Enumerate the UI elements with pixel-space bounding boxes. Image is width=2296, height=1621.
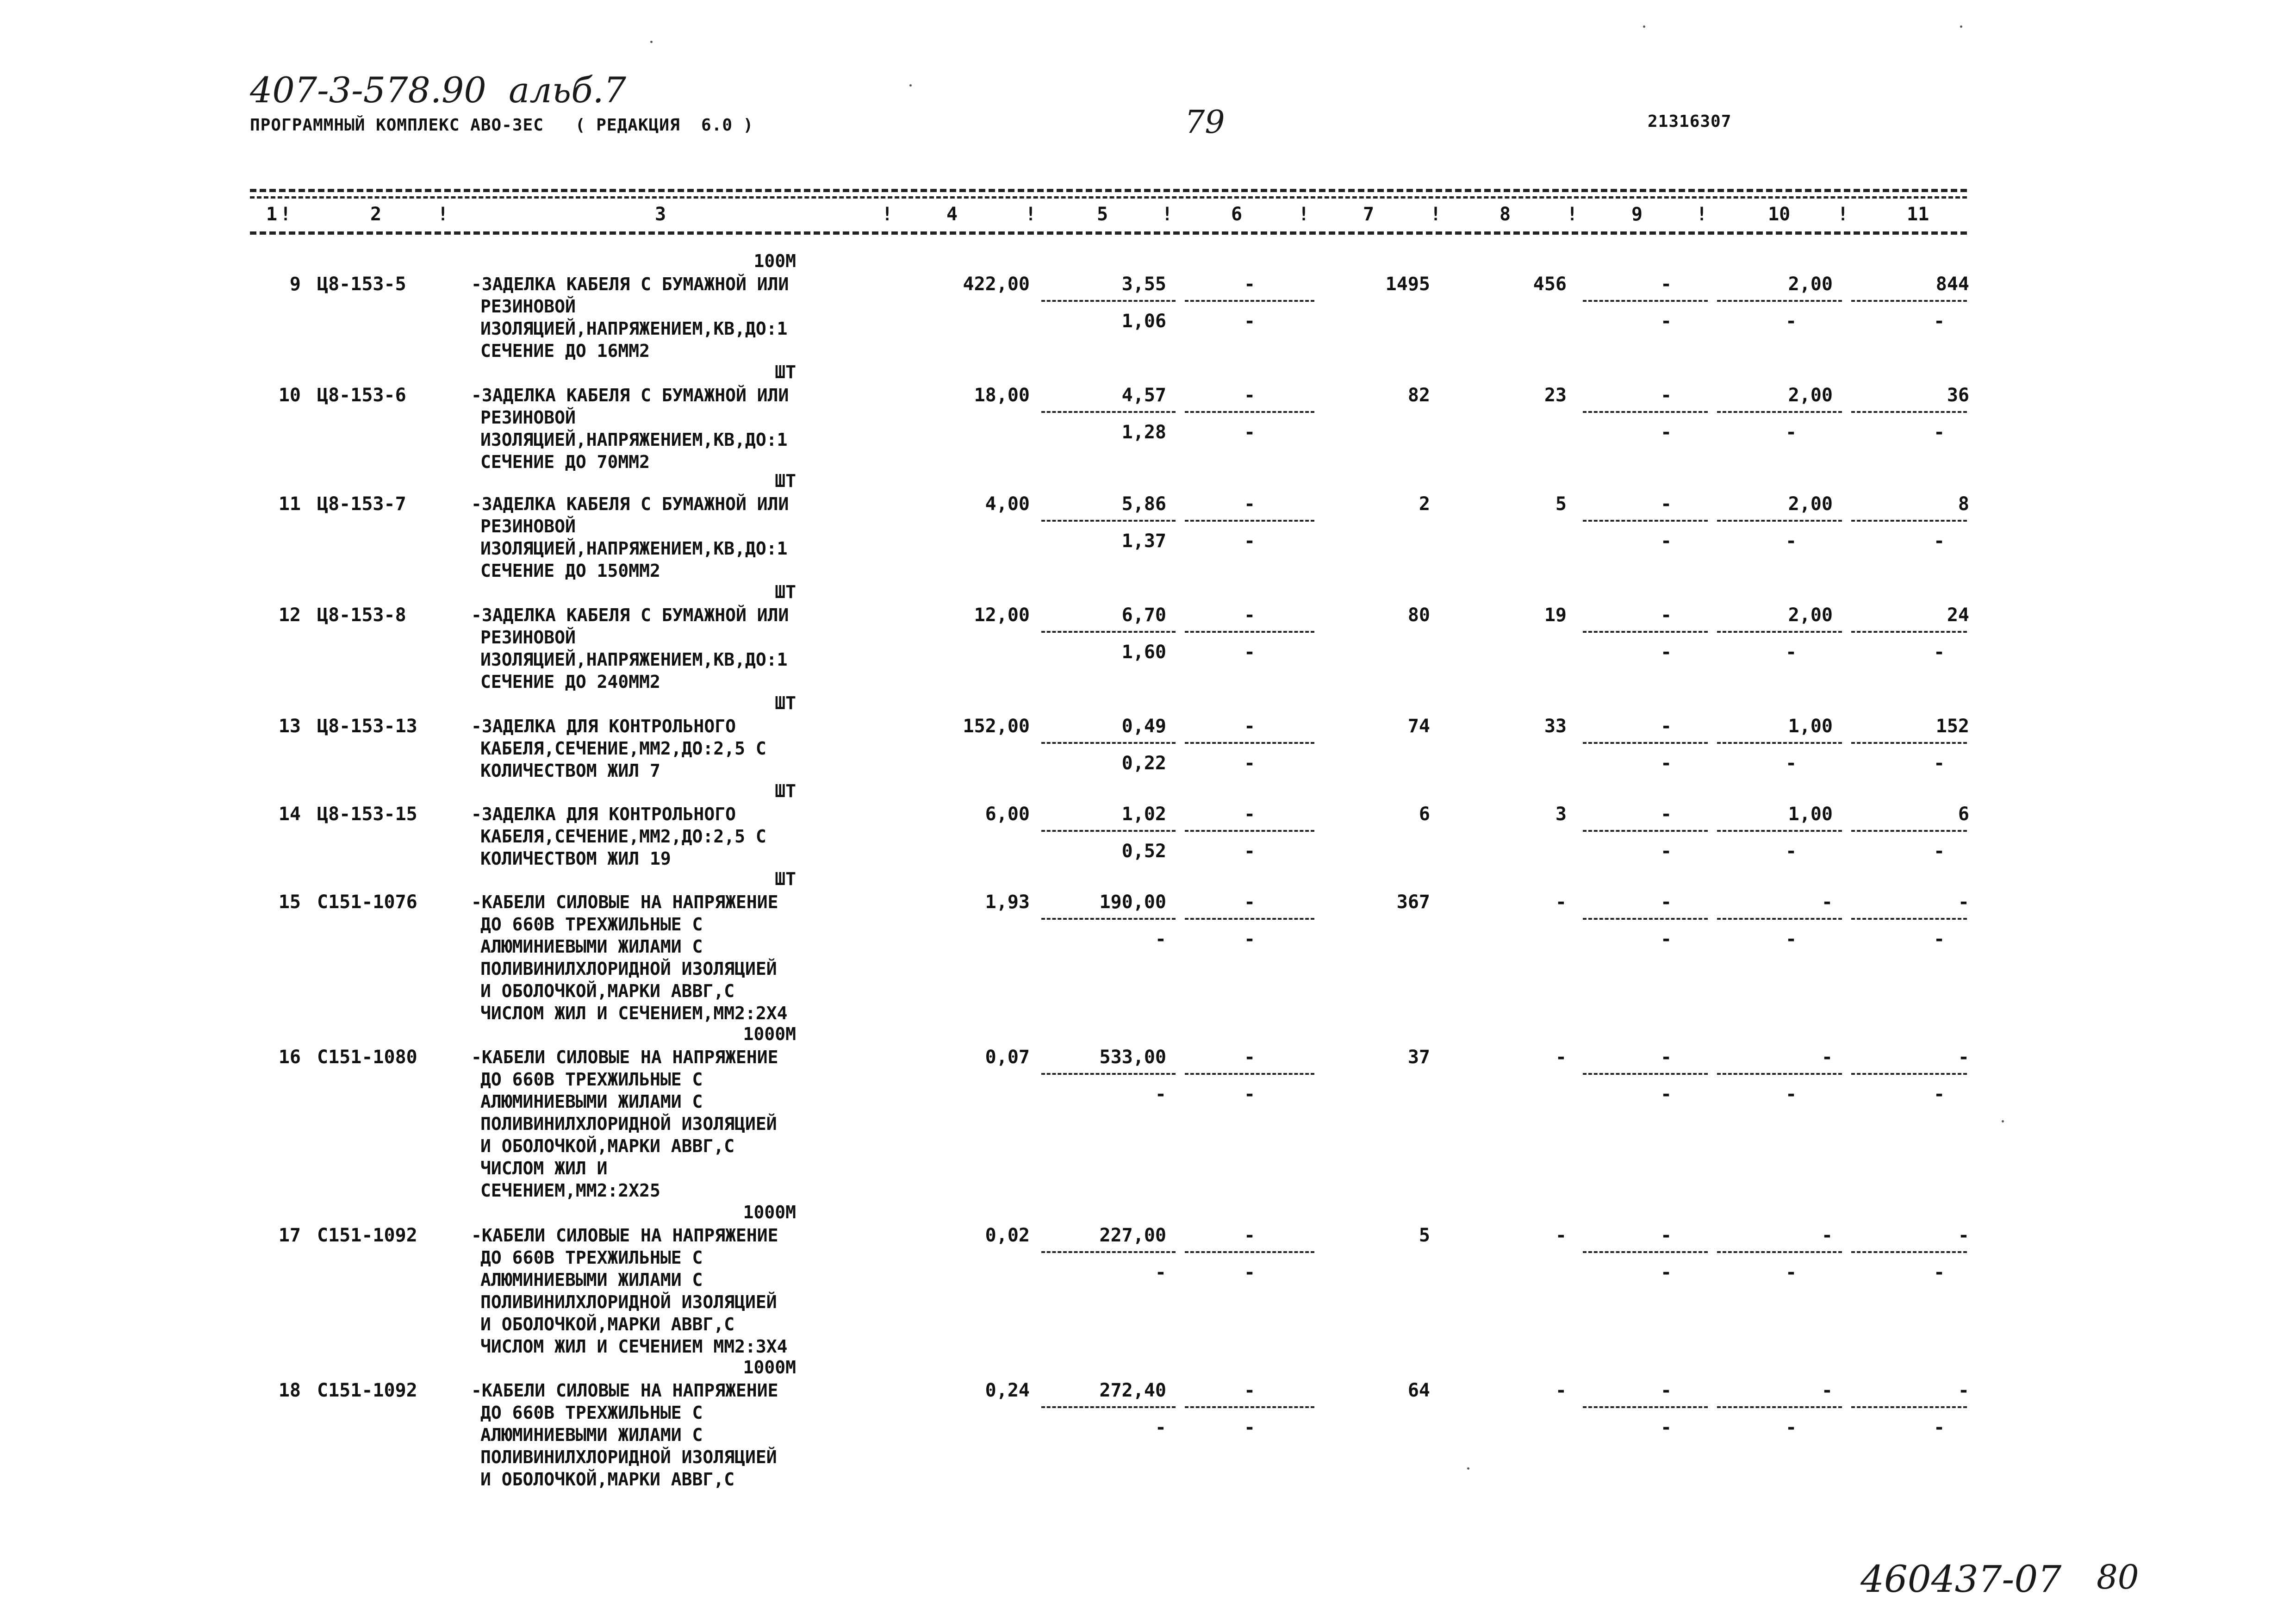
column-9-sub-value: -: [1660, 311, 1672, 332]
fraction-divider: [1717, 918, 1842, 920]
work-description-line: АЛЮМИНИЕВЫМИ ЖИЛАМИ С: [480, 1270, 703, 1290]
fraction-divider: [1185, 520, 1314, 522]
work-description-line: ДО 660В ТРЕХЖИЛЬНЫЕ С: [480, 914, 703, 935]
column-11-value: 6: [1958, 804, 1969, 825]
fraction-divider: [1185, 300, 1314, 302]
work-description-line: СЕЧЕНИЕ ДО 16ММ2: [480, 341, 650, 361]
column-11-value: 8: [1958, 493, 1969, 515]
work-description-line: -КАБЕЛИ СИЛОВЫЕ НА НАПРЯЖЕНИЕ: [471, 1380, 778, 1401]
column-9-value: -: [1660, 716, 1672, 737]
pricing-code: Ц8-153-6: [317, 385, 406, 406]
column-10-value: -: [1821, 1380, 1833, 1401]
fraction-divider: [1185, 830, 1314, 832]
unit-wage-value: 0,52: [1121, 841, 1166, 862]
unit-wage-value: 1,60: [1121, 642, 1166, 663]
fraction-divider: [1041, 742, 1176, 744]
column-6-value: -: [1244, 274, 1256, 295]
column-separator: !: [1298, 204, 1310, 225]
work-description-line: ЧИСЛОМ ЖИЛ И: [480, 1158, 608, 1178]
column-11-sub-value: -: [1933, 1262, 1945, 1283]
work-description-line: РЕЗИНОВОЙ: [480, 407, 576, 428]
work-description-line: КОЛИЧЕСТВОМ ЖИЛ 19: [480, 848, 671, 869]
column-header-8: 8: [1500, 204, 1511, 225]
work-description-line: СЕЧЕНИЕ ДО 240ММ2: [480, 672, 660, 692]
work-description-line: АЛЮМИНИЕВЫМИ ЖИЛАМИ С: [480, 936, 703, 957]
column-9-sub-value: -: [1660, 642, 1672, 663]
column-10-sub-value: -: [1785, 311, 1797, 332]
column-header-4: 4: [946, 204, 958, 225]
pricing-code: С151-1092: [317, 1225, 417, 1246]
fraction-divider: [1041, 631, 1176, 633]
column-9-sub-value: -: [1660, 530, 1672, 552]
column-separator: !: [1837, 204, 1849, 225]
column-9-sub-value: -: [1660, 1417, 1672, 1438]
column-header-11: 11: [1907, 204, 1929, 225]
column-11-value: -: [1958, 1380, 1969, 1401]
column-6-sub-value: -: [1244, 1417, 1256, 1438]
unit-label: ШТ: [775, 362, 796, 382]
unit-cost-value: 6,70: [1121, 605, 1166, 626]
total-wage-value: 23: [1544, 385, 1567, 406]
total-wage-value: -: [1555, 1047, 1567, 1068]
row-number: 11: [278, 493, 301, 515]
unit-label: ШТ: [775, 781, 796, 801]
column-6-value: -: [1244, 385, 1256, 406]
total-cost-value: 80: [1407, 605, 1430, 626]
row-number: 16: [278, 1047, 301, 1068]
column-9-value: -: [1660, 892, 1672, 913]
total-cost-value: 37: [1407, 1047, 1430, 1068]
fraction-divider: [1185, 918, 1314, 920]
column-separator: !: [280, 204, 292, 225]
unit-cost-value: 4,57: [1121, 385, 1166, 406]
row-number: 14: [278, 804, 301, 825]
column-10-value: 2,00: [1788, 385, 1833, 406]
quantity-value: 0,02: [985, 1225, 1030, 1246]
total-wage-value: -: [1555, 1225, 1567, 1246]
fraction-divider: [1851, 918, 1967, 920]
fraction-divider: [1583, 918, 1708, 920]
unit-wage-value: -: [1155, 1417, 1166, 1438]
column-10-value: -: [1821, 1047, 1833, 1068]
fraction-divider: [1041, 300, 1176, 302]
column-9-value: -: [1660, 1225, 1672, 1246]
fraction-divider: [1851, 1073, 1967, 1075]
scan-speck: [2002, 1120, 2004, 1122]
quantity-value: 6,00: [985, 804, 1030, 825]
fraction-divider: [1717, 742, 1842, 744]
work-description-line: И ОБОЛОЧКОЙ,МАРКИ АВВГ,С: [480, 1314, 735, 1334]
fraction-divider: [1583, 1251, 1708, 1253]
unit-cost-value: 0,49: [1121, 716, 1166, 737]
fraction-divider: [1717, 1251, 1842, 1253]
fraction-divider: [1851, 1251, 1967, 1253]
column-9-value: -: [1660, 1380, 1672, 1401]
row-number: 9: [289, 274, 301, 295]
column-9-sub-value: -: [1660, 841, 1672, 862]
column-9-sub-value: -: [1660, 1084, 1672, 1105]
fraction-divider: [1717, 300, 1842, 302]
quantity-value: 0,24: [985, 1380, 1030, 1401]
column-10-sub-value: -: [1785, 1262, 1797, 1283]
unit-wage-value: 1,06: [1121, 311, 1166, 332]
unit-cost-value: 227,00: [1099, 1225, 1166, 1246]
work-description-line: ИЗОЛЯЦИЕЙ,НАПРЯЖЕНИЕМ,КВ,ДО:1: [480, 538, 788, 559]
fraction-divider: [1851, 300, 1967, 302]
quantity-value: 422,00: [963, 274, 1030, 295]
fraction-divider: [1185, 631, 1314, 633]
column-10-sub-value: -: [1785, 1084, 1797, 1105]
work-description-line: СЕЧЕНИЕ ДО 150ММ2: [480, 561, 660, 581]
unit-cost-value: 272,40: [1099, 1380, 1166, 1401]
work-description-line: РЕЗИНОВОЙ: [480, 516, 576, 536]
fraction-divider: [1717, 830, 1842, 832]
unit-wage-value: -: [1155, 1084, 1166, 1105]
column-separator: !: [1025, 204, 1037, 225]
scan-speck: [650, 41, 653, 43]
column-6-sub-value: -: [1244, 1084, 1256, 1105]
column-10-value: 2,00: [1788, 274, 1833, 295]
work-description-line: ИЗОЛЯЦИЕЙ,НАПРЯЖЕНИЕМ,КВ,ДО:1: [480, 649, 788, 670]
column-9-sub-value: -: [1660, 753, 1672, 774]
fraction-divider: [1583, 742, 1708, 744]
total-cost-value: 2: [1419, 493, 1430, 515]
work-description-line: ИЗОЛЯЦИЕЙ,НАПРЯЖЕНИЕМ,КВ,ДО:1: [480, 430, 788, 450]
column-separator: !: [437, 204, 449, 225]
quantity-value: 18,00: [974, 385, 1030, 406]
document-code: 21316307: [1648, 112, 1732, 131]
column-6-sub-value: -: [1244, 1262, 1256, 1283]
fraction-divider: [1041, 830, 1176, 832]
column-header-3: 3: [655, 204, 666, 225]
work-description-line: -ЗАДЕЛКА КАБЕЛЯ С БУМАЖНОЙ ИЛИ: [471, 385, 789, 405]
work-description-line: РЕЗИНОВОЙ: [480, 296, 576, 317]
fraction-divider: [1583, 300, 1708, 302]
work-description-line: ЧИСЛОМ ЖИЛ И СЕЧЕНИЕМ,ММ2:2Х4: [480, 1003, 788, 1023]
fraction-divider: [1851, 742, 1967, 744]
handwritten-bottom-page: 80: [2097, 1558, 2139, 1596]
column-separator: !: [1162, 204, 1173, 225]
quantity-value: 0,07: [985, 1047, 1030, 1068]
unit-wage-value: 1,28: [1121, 422, 1166, 443]
column-header-7: 7: [1363, 204, 1375, 225]
work-description-line: КАБЕЛЯ,СЕЧЕНИЕ,ММ2,ДО:2,5 С: [480, 738, 766, 759]
fraction-divider: [1851, 411, 1967, 413]
column-10-sub-value: -: [1785, 530, 1797, 552]
column-separator: !: [882, 204, 893, 225]
work-description-line: -ЗАДЕЛКА ДЛЯ КОНТРОЛЬНОГО: [471, 716, 736, 736]
fraction-divider: [1851, 520, 1967, 522]
unit-cost-value: 5,86: [1121, 493, 1166, 515]
column-10-value: 2,00: [1788, 605, 1833, 626]
column-11-sub-value: -: [1933, 311, 1945, 332]
column-11-sub-value: -: [1933, 642, 1945, 663]
column-9-value: -: [1660, 804, 1672, 825]
column-6-sub-value: -: [1244, 929, 1256, 950]
column-11-sub-value: -: [1933, 1417, 1945, 1438]
column-11-sub-value: -: [1933, 753, 1945, 774]
fraction-divider: [1583, 1073, 1708, 1075]
column-11-value: -: [1958, 1047, 1969, 1068]
column-10-sub-value: -: [1785, 753, 1797, 774]
column-10-sub-value: -: [1785, 1417, 1797, 1438]
fraction-divider: [1851, 1406, 1967, 1408]
column-9-value: -: [1660, 385, 1672, 406]
work-description-line: КОЛИЧЕСТВОМ ЖИЛ 7: [480, 761, 660, 781]
unit-wage-value: -: [1155, 1262, 1166, 1283]
work-description-line: -КАБЕЛИ СИЛОВЫЕ НА НАПРЯЖЕНИЕ: [471, 892, 778, 912]
pricing-code: С151-1092: [317, 1380, 417, 1401]
column-separator: !: [1567, 204, 1578, 225]
work-description-line: ЧИСЛОМ ЖИЛ И СЕЧЕНИЕМ ММ2:3Х4: [480, 1336, 788, 1357]
column-10-value: -: [1821, 892, 1833, 913]
total-wage-value: 19: [1544, 605, 1567, 626]
unit-cost-value: 1,02: [1121, 804, 1166, 825]
column-10-sub-value: -: [1785, 841, 1797, 862]
column-header-9: 9: [1631, 204, 1643, 225]
column-11-value: 152: [1935, 716, 1969, 737]
work-description-line: АЛЮМИНИЕВЫМИ ЖИЛАМИ С: [480, 1091, 703, 1112]
column-9-value: -: [1660, 274, 1672, 295]
work-description-line: -ЗАДЕЛКА КАБЕЛЯ С БУМАЖНОЙ ИЛИ: [471, 605, 789, 625]
column-9-sub-value: -: [1660, 1262, 1672, 1283]
column-6-sub-value: -: [1244, 642, 1256, 663]
fraction-divider: [1185, 1073, 1314, 1075]
work-description-line: ДО 660В ТРЕХЖИЛЬНЫЕ С: [480, 1403, 703, 1423]
total-wage-value: 3: [1555, 804, 1567, 825]
column-9-sub-value: -: [1660, 422, 1672, 443]
pricing-code: Ц8-153-7: [317, 493, 406, 515]
work-description-line: СЕЧЕНИЕМ,ММ2:2Х25: [480, 1180, 660, 1201]
work-description-line: ПОЛИВИНИЛХЛОРИДНОЙ ИЗОЛЯЦИЕЙ: [480, 1447, 777, 1467]
row-number: 13: [278, 716, 301, 737]
column-10-value: 1,00: [1788, 804, 1833, 825]
table-top-rule-second: [250, 196, 1967, 199]
fraction-divider: [1583, 1406, 1708, 1408]
work-description-line: АЛЮМИНИЕВЫМИ ЖИЛАМИ С: [480, 1425, 703, 1445]
column-11-sub-value: -: [1933, 530, 1945, 552]
unit-wage-value: 0,22: [1121, 753, 1166, 774]
unit-label: ШТ: [775, 693, 796, 713]
scan-speck: [1643, 25, 1645, 28]
fraction-divider: [1717, 520, 1842, 522]
column-10-sub-value: -: [1785, 642, 1797, 663]
column-header-1: 1: [266, 204, 278, 225]
column-11-value: 24: [1947, 605, 1969, 626]
fraction-divider: [1717, 631, 1842, 633]
total-wage-value: 5: [1555, 493, 1567, 515]
column-6-sub-value: -: [1244, 422, 1256, 443]
column-11-sub-value: -: [1933, 422, 1945, 443]
pricing-code: Ц8-153-15: [317, 804, 417, 825]
row-number: 12: [278, 605, 301, 626]
work-description-line: -КАБЕЛИ СИЛОВЫЕ НА НАПРЯЖЕНИЕ: [471, 1225, 778, 1246]
fraction-divider: [1583, 830, 1708, 832]
unit-label: 1000М: [743, 1357, 796, 1378]
column-11-value: -: [1958, 892, 1969, 913]
table-top-rule: [250, 189, 1967, 192]
quantity-value: 12,00: [974, 605, 1030, 626]
fraction-divider: [1041, 1406, 1176, 1408]
column-6-sub-value: -: [1244, 311, 1256, 332]
total-wage-value: -: [1555, 1380, 1567, 1401]
unit-wage-value: 1,37: [1121, 530, 1166, 552]
column-header-10: 10: [1768, 204, 1791, 225]
column-11-value: -: [1958, 1225, 1969, 1246]
fraction-divider: [1041, 1073, 1176, 1075]
column-11-sub-value: -: [1933, 929, 1945, 950]
row-number: 17: [278, 1225, 301, 1246]
scan-speck: [909, 84, 912, 87]
work-description-line: ПОЛИВИНИЛХЛОРИДНОЙ ИЗОЛЯЦИЕЙ: [480, 1114, 777, 1134]
row-number: 15: [278, 892, 301, 913]
work-description-line: ПОЛИВИНИЛХЛОРИДНОЙ ИЗОЛЯЦИЕЙ: [480, 959, 777, 979]
unit-label: ШТ: [775, 582, 796, 602]
unit-label: 1000М: [743, 1024, 796, 1044]
column-10-value: 1,00: [1788, 716, 1833, 737]
total-wage-value: -: [1555, 892, 1567, 913]
column-separator: !: [1430, 204, 1442, 225]
pricing-code: Ц8-153-8: [317, 605, 406, 626]
pricing-code: Ц8-153-13: [317, 716, 417, 737]
quantity-value: 4,00: [985, 493, 1030, 515]
column-10-value: 2,00: [1788, 493, 1833, 515]
fraction-divider: [1185, 1406, 1314, 1408]
unit-label: 1000М: [743, 1202, 796, 1222]
total-wage-value: 33: [1544, 716, 1567, 737]
column-6-sub-value: -: [1244, 841, 1256, 862]
work-description-line: РЕЗИНОВОЙ: [480, 627, 576, 648]
fraction-divider: [1851, 631, 1967, 633]
fraction-divider: [1041, 520, 1176, 522]
unit-label: ШТ: [775, 869, 796, 889]
fraction-divider: [1041, 411, 1176, 413]
row-number: 10: [278, 385, 301, 406]
unit-label: 100М: [753, 251, 796, 271]
column-9-value: -: [1660, 605, 1672, 626]
column-9-sub-value: -: [1660, 929, 1672, 950]
column-6-value: -: [1244, 1047, 1256, 1068]
work-description-line: СЕЧЕНИЕ ДО 70ММ2: [480, 452, 650, 472]
fraction-divider: [1583, 631, 1708, 633]
column-6-value: -: [1244, 892, 1256, 913]
column-separator: !: [1696, 204, 1708, 225]
column-11-value: 36: [1947, 385, 1969, 406]
total-cost-value: 64: [1407, 1380, 1430, 1401]
column-header-6: 6: [1231, 204, 1243, 225]
scan-speck: [1960, 25, 1962, 28]
work-description-line: -ЗАДЕЛКА КАБЕЛЯ С БУМАЖНОЙ ИЛИ: [471, 494, 789, 514]
fraction-divider: [1185, 411, 1314, 413]
column-6-value: -: [1244, 804, 1256, 825]
work-description-line: -ЗАДЕЛКА ДЛЯ КОНТРОЛЬНОГО: [471, 804, 736, 824]
column-10-sub-value: -: [1785, 929, 1797, 950]
total-cost-value: 1495: [1385, 274, 1430, 295]
fraction-divider: [1185, 742, 1314, 744]
column-9-value: -: [1660, 493, 1672, 515]
quantity-value: 152,00: [963, 716, 1030, 737]
work-description-line: И ОБОЛОЧКОЙ,МАРКИ АВВГ,С: [480, 1136, 735, 1156]
column-6-sub-value: -: [1244, 753, 1256, 774]
column-6-value: -: [1244, 493, 1256, 515]
scan-speck: [1467, 1467, 1469, 1470]
work-description-line: ИЗОЛЯЦИЕЙ,НАПРЯЖЕНИЕМ,КВ,ДО:1: [480, 318, 788, 339]
program-title: ПРОГРАММНЫЙ КОМПЛЕКС АВО-3ЕС ( РЕДАКЦИЯ 6.0 ): [250, 116, 754, 135]
column-header-2: 2: [370, 204, 382, 225]
work-description-line: И ОБОЛОЧКОЙ,МАРКИ АВВГ,С: [480, 1469, 735, 1490]
fraction-divider: [1717, 1406, 1842, 1408]
column-11-sub-value: -: [1933, 841, 1945, 862]
pricing-code: С151-1080: [317, 1047, 417, 1068]
handwritten-page-number: 79: [1185, 104, 1225, 141]
fraction-divider: [1717, 411, 1842, 413]
fraction-divider: [1185, 1251, 1314, 1253]
unit-wage-value: -: [1155, 929, 1166, 950]
total-cost-value: 82: [1407, 385, 1430, 406]
unit-cost-value: 190,00: [1099, 892, 1166, 913]
fraction-divider: [1041, 918, 1176, 920]
fraction-divider: [1717, 1073, 1842, 1075]
work-description-line: ДО 660В ТРЕХЖИЛЬНЫЕ С: [480, 1069, 703, 1090]
work-description-line: ПОЛИВИНИЛХЛОРИДНОЙ ИЗОЛЯЦИЕЙ: [480, 1292, 777, 1312]
pricing-code: Ц8-153-5: [317, 274, 406, 295]
column-6-value: -: [1244, 716, 1256, 737]
column-6-value: -: [1244, 1225, 1256, 1246]
total-wage-value: 456: [1533, 274, 1567, 295]
column-9-value: -: [1660, 1047, 1672, 1068]
column-10-sub-value: -: [1785, 422, 1797, 443]
unit-cost-value: 533,00: [1099, 1047, 1166, 1068]
row-number: 18: [278, 1380, 301, 1401]
column-6-value: -: [1244, 1380, 1256, 1401]
work-description-line: -КАБЕЛИ СИЛОВЫЕ НА НАПРЯЖЕНИЕ: [471, 1047, 778, 1067]
work-description-line: КАБЕЛЯ,СЕЧЕНИЕ,ММ2,ДО:2,5 С: [480, 826, 766, 847]
work-description-line: -ЗАДЕЛКА КАБЕЛЯ С БУМАЖНОЙ ИЛИ: [471, 274, 789, 294]
pricing-code: С151-1076: [317, 892, 417, 913]
column-11-value: 844: [1935, 274, 1969, 295]
total-cost-value: 367: [1396, 892, 1430, 913]
unit-label: ШТ: [775, 471, 796, 491]
total-cost-value: 6: [1419, 804, 1430, 825]
handwritten-bottom-reference: 460437-07: [1860, 1558, 2062, 1601]
table-header-rule: [250, 231, 1967, 235]
total-cost-value: 74: [1407, 716, 1430, 737]
quantity-value: 1,93: [985, 892, 1030, 913]
column-header-5: 5: [1097, 204, 1108, 225]
column-6-value: -: [1244, 605, 1256, 626]
fraction-divider: [1583, 411, 1708, 413]
work-description-line: И ОБОЛОЧКОЙ,МАРКИ АВВГ,С: [480, 981, 735, 1001]
unit-cost-value: 3,55: [1121, 274, 1166, 295]
column-10-value: -: [1821, 1225, 1833, 1246]
fraction-divider: [1583, 520, 1708, 522]
fraction-divider: [1041, 1251, 1176, 1253]
column-11-sub-value: -: [1933, 1084, 1945, 1105]
column-6-sub-value: -: [1244, 530, 1256, 552]
fraction-divider: [1851, 830, 1967, 832]
work-description-line: ДО 660В ТРЕХЖИЛЬНЫЕ С: [480, 1247, 703, 1268]
handwritten-document-reference: 407-3-578.90 альб.7: [250, 69, 626, 111]
total-cost-value: 5: [1419, 1225, 1430, 1246]
